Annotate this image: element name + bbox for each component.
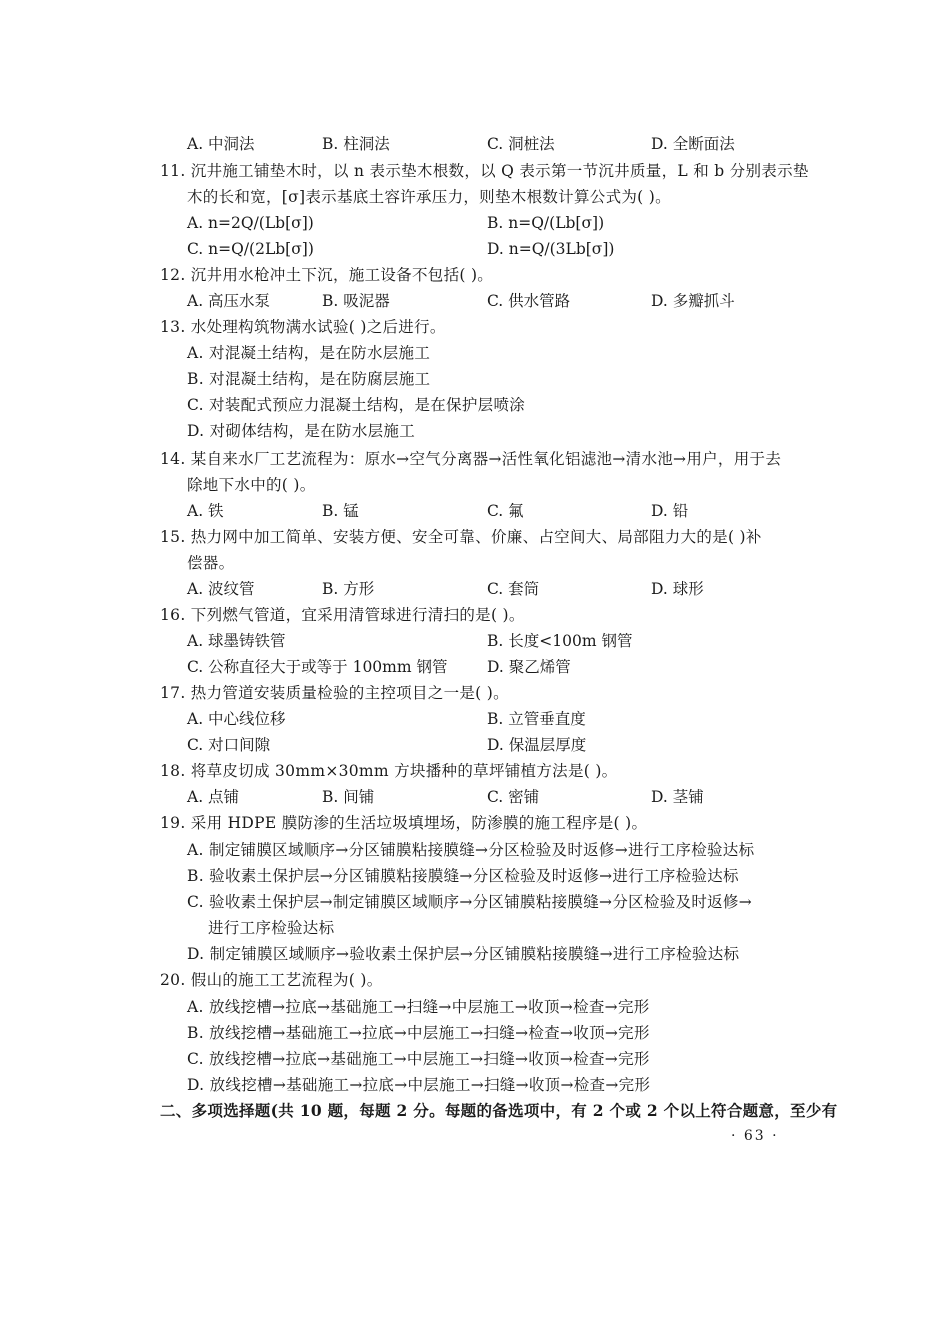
q15-text-line2: 偿器。	[187, 554, 235, 572]
q17-option-c: C. 对口间隙	[187, 736, 271, 754]
q20-option-c: C. 放线挖槽→拉底→基础施工→中层施工→扫缝→收顶→检查→完形	[187, 1050, 650, 1068]
q11-option-c: C. n=Q/(2Lb[σ])	[187, 240, 314, 258]
q17-text: 17. 热力管道安装质量检验的主控项目之一是( )。	[160, 684, 509, 702]
q11-text-line2: 木的长和宽，[σ]表示基底土容许承压力，则垫木根数计算公式为( )。	[187, 188, 671, 206]
q13-option-c: C. 对装配式预应力混凝土结构，是在保护层喷涂	[187, 396, 526, 414]
q12-option-b: B. 吸泥器	[322, 292, 390, 310]
prev-option-b: B. 柱洞法	[322, 135, 390, 153]
q18-text: 18. 将草皮切成 30mm×30mm 方块播种的草坪铺植方法是( )。	[160, 762, 618, 780]
q20-option-d: D. 放线挖槽→基础施工→拉底→中层施工→扫缝→收顶→检查→完形	[187, 1076, 651, 1094]
q17-option-a: A. 中心线位移	[187, 710, 286, 728]
q20-option-a: A. 放线挖槽→拉底→基础施工→扫缝→中层施工→收顶→检查→完形	[187, 998, 650, 1016]
q15-option-b: B. 方形	[322, 580, 375, 598]
q14-text-line2: 除地下水中的( )。	[187, 476, 316, 494]
q20-option-b: B. 放线挖槽→基础施工→拉底→中层施工→扫缝→检查→收顶→完形	[187, 1024, 650, 1042]
q18-option-b: B. 间铺	[322, 788, 375, 806]
q12-text: 12. 沉井用水枪冲土下沉，施工设备不包括( )。	[160, 266, 494, 284]
q14-text-line1: 14. 某自来水厂工艺流程为：原水→空气分离器→活性氧化铝滤池→清水池→用户，用于去	[160, 450, 782, 468]
prev-option-a: A. 中洞法	[187, 135, 255, 153]
q12-option-d: D. 多瓣抓斗	[651, 292, 735, 310]
q13-text: 13. 水处理构筑物满水试验( )之后进行。	[160, 318, 446, 336]
q12-option-c: C. 供水管路	[487, 292, 571, 310]
section-2-heading: 二、多项选择题(共 10 题，每题 2 分。每题的备选项中，有 2 个或 2 个以上符合题意，至少有	[160, 1101, 838, 1120]
q18-option-d: D. 茎铺	[651, 788, 704, 806]
q19-text: 19. 采用 HDPE 膜防渗的生活垃圾填埋场，防渗膜的施工程序是( )。	[160, 814, 648, 832]
q19-option-a: A. 制定铺膜区域顺序→分区铺膜粘接膜缝→分区检验及时返修→进行工序检验达标	[187, 841, 755, 859]
q11-text-line1: 11. 沉井施工铺垫木时，以 n 表示垫木根数，以 Q 表示第一节沉井质量，L 和 b 分别表示垫	[160, 162, 809, 180]
q15-option-a: A. 波纹管	[187, 580, 255, 598]
prev-option-d: D. 全断面法	[651, 135, 735, 153]
q14-option-c: C. 氟	[487, 502, 524, 520]
q16-option-b: B. 长度<100m 钢管	[487, 632, 633, 650]
page-number: · 63 ·	[731, 1128, 779, 1144]
q19-option-c-line2: 进行工序检验达标	[208, 919, 335, 937]
q16-option-d: D. 聚乙烯管	[487, 658, 571, 676]
q16-option-c: C. 公称直径大于或等于 100mm 钢管	[187, 658, 448, 676]
q19-option-c-line1: C. 验收素土保护层→制定铺膜区域顺序→分区铺膜粘接膜缝→分区检验及时返修→	[187, 893, 753, 911]
q12-option-a: A. 高压水泵	[187, 292, 271, 310]
q18-option-a: A. 点铺	[187, 788, 240, 806]
prev-option-c: C. 洞桩法	[487, 135, 555, 153]
q20-text: 20. 假山的施工工艺流程为( )。	[160, 971, 383, 989]
q14-option-d: D. 铅	[651, 502, 689, 520]
q13-option-a: A. 对混凝土结构，是在防水层施工	[187, 344, 431, 362]
q16-text: 16. 下列燃气管道，宜采用清管球进行清扫的是( )。	[160, 606, 525, 624]
q15-option-d: D. 球形	[651, 580, 704, 598]
q19-option-d: D. 制定铺膜区域顺序→验收素土保护层→分区铺膜粘接膜缝→进行工序检验达标	[187, 945, 740, 963]
q11-option-d: D. n=Q/(3Lb[σ])	[487, 240, 615, 258]
q18-option-c: C. 密铺	[487, 788, 540, 806]
q13-option-b: B. 对混凝土结构，是在防腐层施工	[187, 370, 431, 388]
q14-option-b: B. 锰	[322, 502, 359, 520]
q14-option-a: A. 铁	[187, 502, 224, 520]
q16-option-a: A. 球墨铸铁管	[187, 632, 286, 650]
q17-option-d: D. 保温层厚度	[487, 736, 587, 754]
q19-option-b: B. 验收素土保护层→分区铺膜粘接膜缝→分区检验及时返修→进行工序检验达标	[187, 867, 739, 885]
q17-option-b: B. 立管垂直度	[487, 710, 586, 728]
q11-option-a: A. n=2Q/(Lb[σ])	[187, 214, 314, 232]
q15-text-line1: 15. 热力网中加工简单、安装方便、安全可靠、价廉、占空间大、局部阻力大的是( )补	[160, 528, 762, 546]
q13-option-d: D. 对砌体结构，是在防水层施工	[187, 422, 416, 440]
q11-option-b: B. n=Q/(Lb[σ])	[487, 214, 605, 232]
q15-option-c: C. 套筒	[487, 580, 540, 598]
